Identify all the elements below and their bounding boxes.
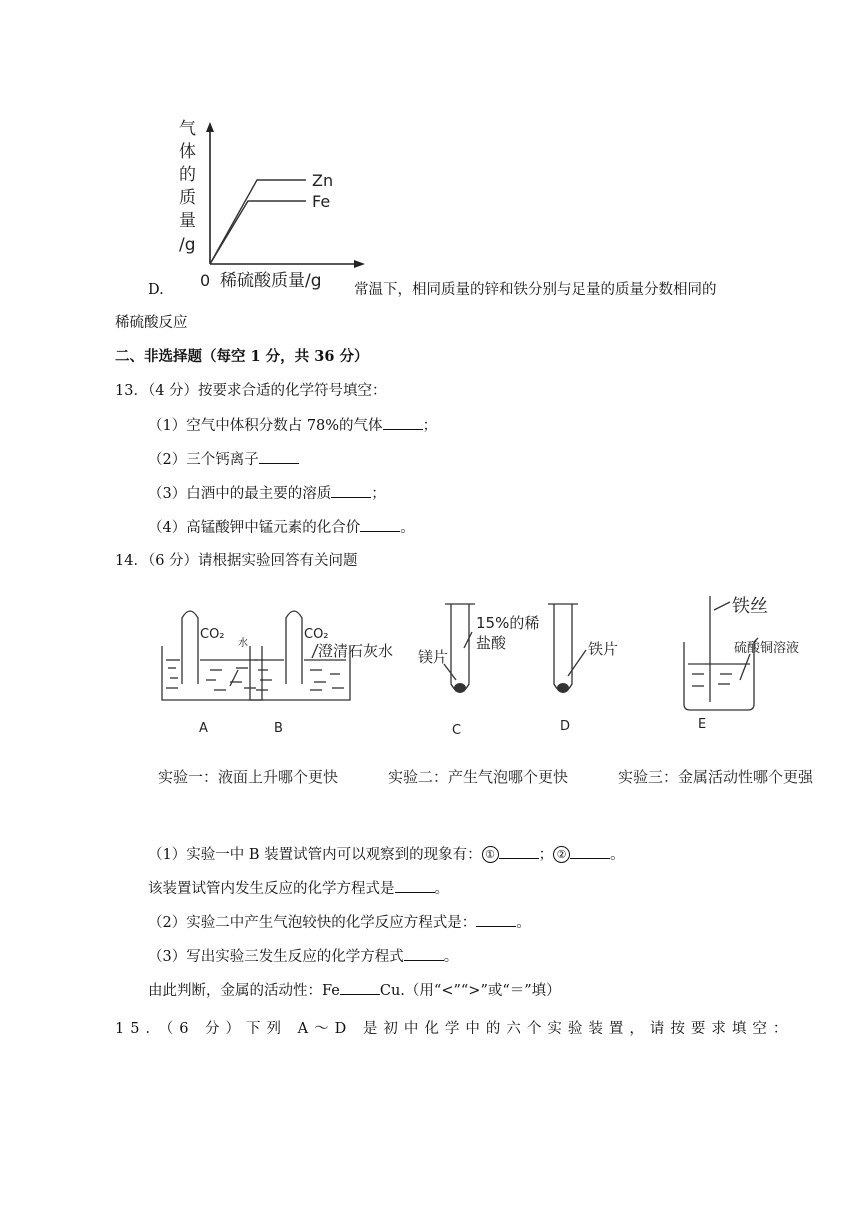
q13-item-3: （3）白酒中的最主要的溶质 ； (148, 483, 386, 504)
x-axis-label: 稀硫酸质量/g (220, 271, 322, 291)
acid-label-1: 15%的稀 (476, 614, 540, 632)
exp2-caption: 实验二：产生气泡哪个更快 (388, 768, 569, 786)
y-label-char: /g (179, 235, 196, 255)
q13-item-4: （4）高锰酸钾中锰元素的化合价 。 (148, 517, 415, 538)
q14-stem: 14．（6 分）请根据实验回答有关问题 (115, 553, 358, 569)
experiment-figure (150, 588, 840, 808)
answer-blank[interactable] (499, 844, 539, 859)
answer-blank[interactable] (340, 980, 380, 995)
co2-label-a: CO₂ (200, 627, 225, 642)
y-label-char: 体 (179, 142, 196, 162)
fe-label: Fe (312, 192, 331, 211)
answer-blank[interactable] (395, 878, 435, 893)
label-e: E (698, 717, 707, 732)
co2-label-b: CO₂ (304, 627, 329, 642)
label-a: A (199, 721, 208, 736)
exp3-caption: 实验三：金属活动性哪个更强 (618, 768, 814, 786)
y-label-char: 质 (179, 188, 196, 208)
section-heading: 二、非选择题（每空 1 分，共 36 分） (115, 348, 369, 365)
mg-piece (454, 683, 466, 693)
y-axis-label (179, 119, 196, 255)
limewater-label: 澄清石灰水 (318, 642, 394, 660)
apparatus-a (162, 611, 262, 700)
circled-number: ① (482, 846, 499, 863)
q14-sub-2: （2）实验二中产生气泡较快的化学反应方程式是： 。 (148, 912, 531, 933)
exp1-caption: 实验一：液面上升哪个更快 (158, 768, 339, 786)
option-d-text: 常温下，相同质量的锌和铁分别与足量的质量分数相同的 (354, 282, 717, 298)
label-b: B (274, 721, 283, 736)
x-axis-arrow (354, 260, 365, 268)
answer-blank[interactable] (476, 912, 516, 927)
q14-sub-4: 由此判断，金属的活动性：Fe Cu.（用“<”“>”或“＝”填） (148, 980, 561, 1001)
zn-curve (210, 180, 306, 264)
y-label-char: 气 (179, 119, 196, 139)
acid-label-2: 盐酸 (476, 634, 507, 652)
answer-blank[interactable] (404, 946, 444, 961)
water-label: 水 (238, 638, 248, 649)
fe-piece (557, 683, 569, 693)
answer-blank[interactable] (570, 844, 610, 859)
y-axis-arrow (206, 122, 214, 132)
zn-label: Zn (312, 171, 334, 190)
mg-label: 镁片 (418, 648, 449, 666)
y-label-char: 的 (179, 165, 196, 185)
wire-label: 铁丝 (732, 596, 768, 617)
answer-blank[interactable] (331, 483, 371, 498)
q13-item-2: （2）三个钙离子 (148, 449, 299, 470)
option-d-line (148, 280, 164, 300)
label-c: C (452, 723, 462, 738)
cuso4-label: 硫酸铜溶液 (734, 641, 800, 656)
y-label-char: 量 (179, 211, 196, 231)
fe-curve (210, 201, 306, 264)
answer-blank[interactable] (259, 449, 299, 464)
option-d-chart (170, 112, 370, 292)
q14-sub-1: （1）实验一中 B 装置试管内可以观察到的现象有： ① ； ② 。 (148, 844, 625, 865)
q14-sub-3: （3）写出实验三发生反应的化学方程式 。 (148, 946, 458, 967)
label-d: D (560, 719, 571, 734)
answer-blank[interactable] (360, 517, 400, 532)
answer-blank[interactable] (383, 415, 423, 430)
q13-item-1: （1）空气中体积分数占 78%的气体 ； (148, 415, 437, 436)
test-tube-c (444, 604, 475, 692)
q13-stem: 13．（4 分）按要求合适的化学符号填空： (115, 383, 387, 399)
fe-piece-label: 铁片 (588, 640, 619, 658)
test-tube-d (548, 604, 586, 692)
option-d-letter: D. (148, 282, 164, 298)
q14-sub-1b: 该装置试管内发生反应的化学方程式是 。 (148, 878, 449, 899)
option-d-text-cont: 稀硫酸反应 (115, 315, 188, 331)
q15-stem: 15．（6 分）下列 A～D 是初中化学中的六个实验装置，请按要求填空： (115, 1021, 794, 1037)
origin-label: 0 (200, 271, 211, 290)
circled-number: ② (553, 846, 570, 863)
